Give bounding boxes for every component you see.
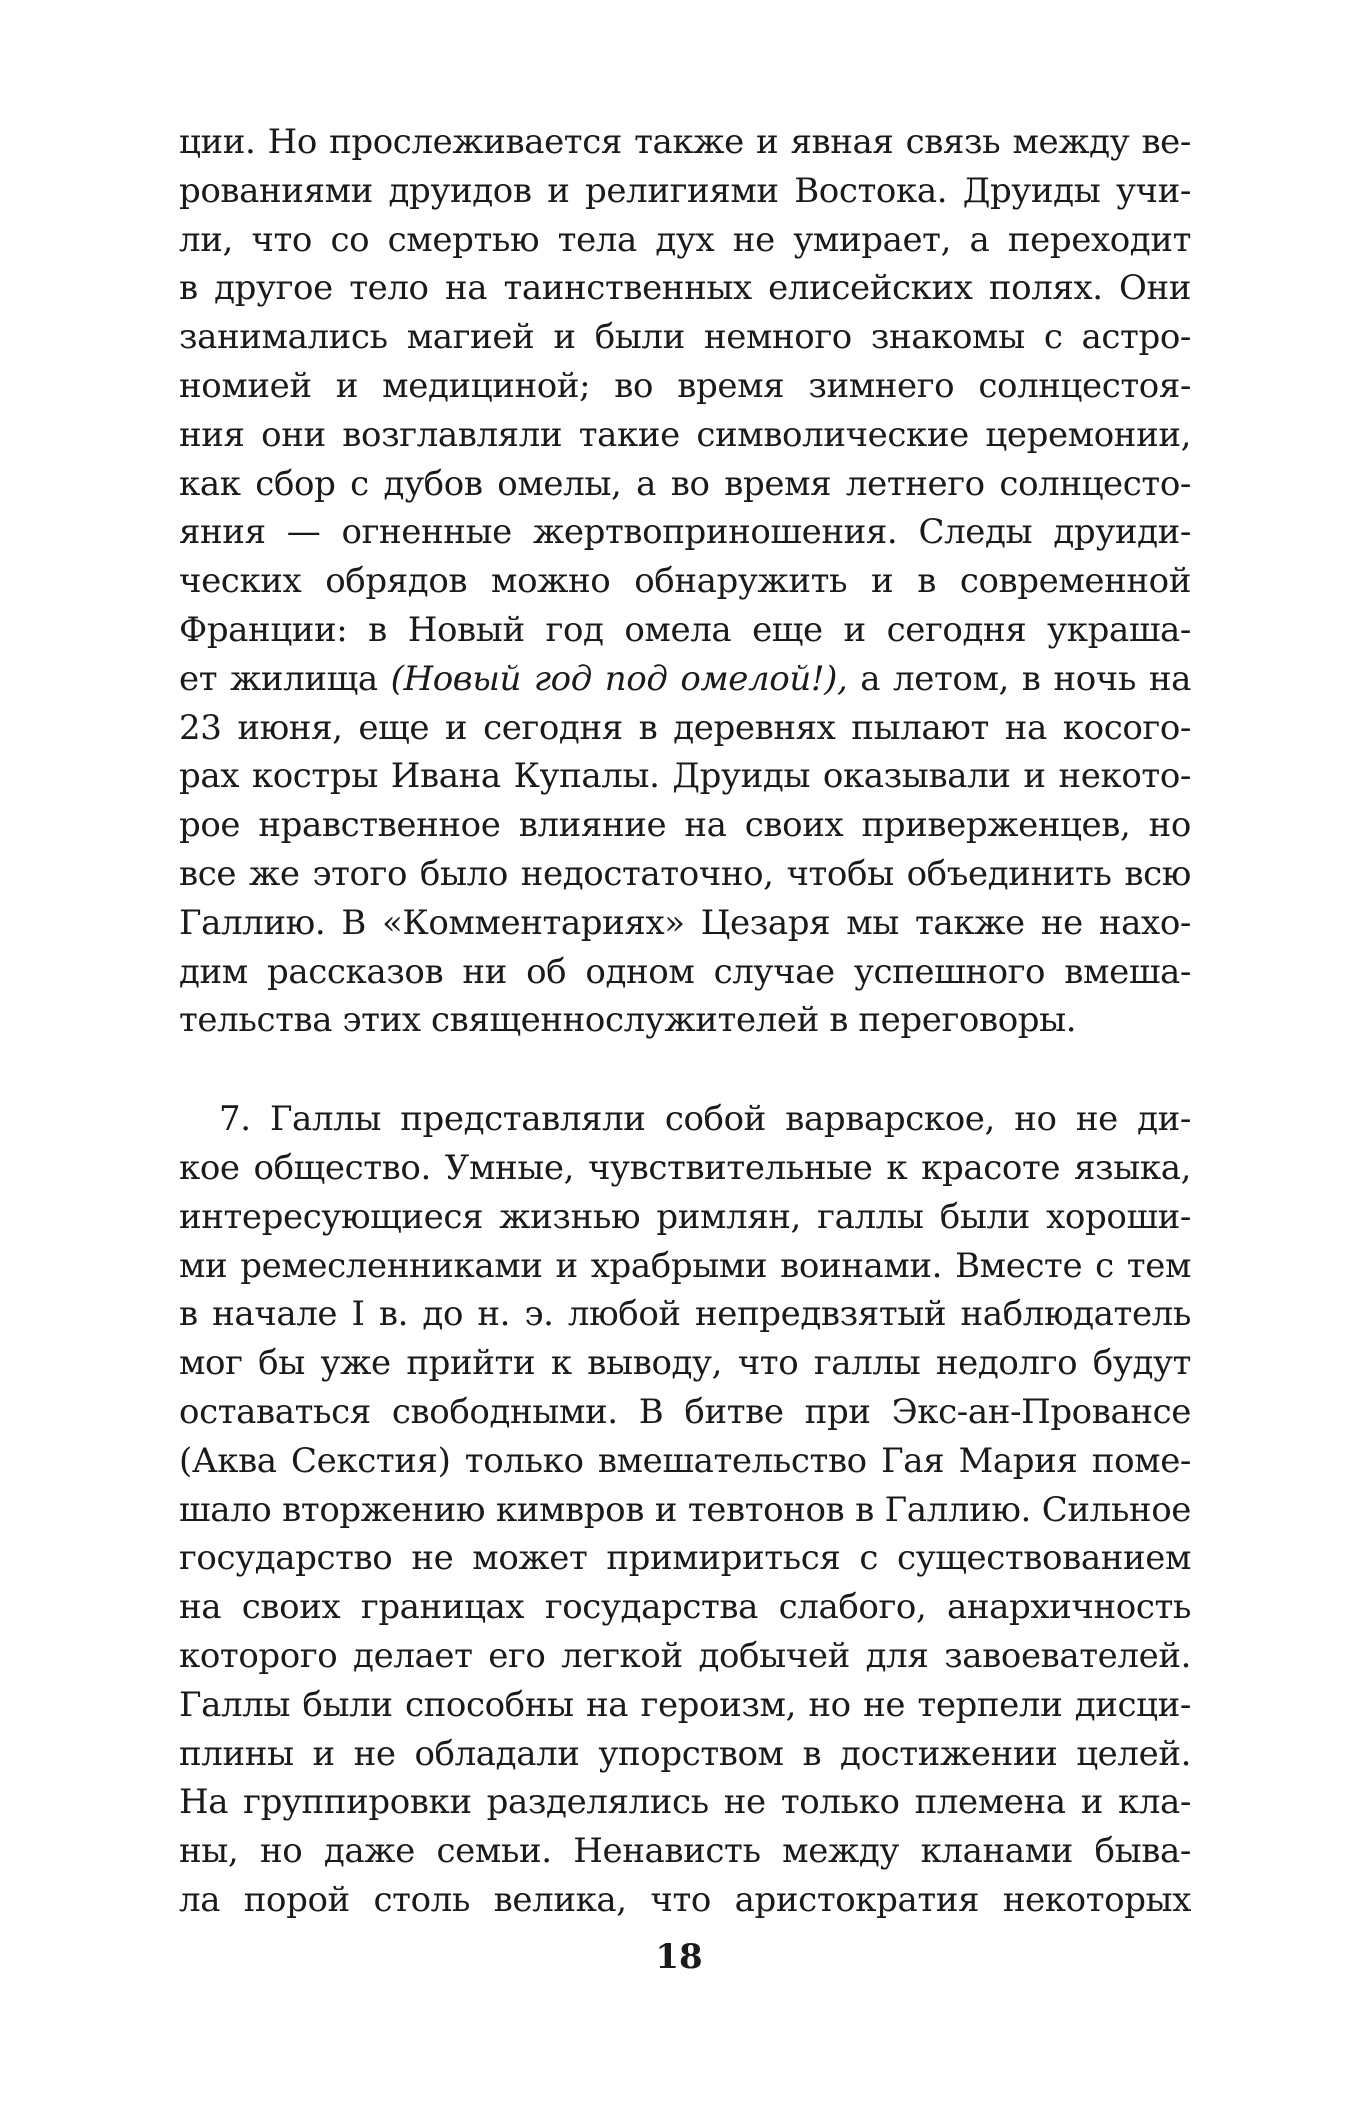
text-line: Франции: в Новый год омела еще и сегодня украша- (179, 609, 1191, 650)
text-line: ла порой столь велика, что аристократия некоторых (179, 1879, 1191, 1920)
text-line: как сбор с дубов омелы, а во время летнего солнцесто- (179, 463, 1191, 504)
text-line: рах костры Ивана Купалы. Друиды оказывали и некото- (179, 756, 1191, 797)
line-segment: ет жилища (179, 658, 391, 699)
text-line: мог бы уже прийти к выводу, что галлы недолго будут (179, 1343, 1191, 1384)
text-line: в другое тело на таинственных елисейских полях. Они (179, 268, 1191, 309)
text-line: плины и не обладали упорством в достижении целей. (179, 1733, 1191, 1774)
text-line: кое общество. Умные, чувствительные к красоте языка, (179, 1147, 1191, 1188)
text-line: 7. Галлы представляли собой варварское, но не ди- (219, 1099, 1191, 1140)
text-line: Галлы были способны на героизм, но не терпели дисци- (179, 1684, 1191, 1725)
text-line: которого делает его легкой добычей для завоевателей. (179, 1635, 1191, 1676)
text-line: шало вторжению кимвров и тевтонов в Галлию. Сильное (179, 1489, 1191, 1530)
text-line: ции. Но прослеживается также и явная связь между ве- (179, 122, 1191, 162)
text-line: государство не может примириться с существованием (179, 1538, 1191, 1579)
text-line: рое нравственное влияние на своих приверженцев, но (179, 805, 1191, 846)
paragraph-gap (179, 1045, 1191, 1095)
text-line: рованиями друидов и религиями Востока. Друиды учи- (179, 170, 1191, 211)
page-number: 18 (655, 1937, 703, 1977)
text-line: номией и медициной; во время зимнего солнцестоя- (179, 365, 1191, 406)
text-line: Галлию. В «Комментариях» Цезаря мы также не нахо- (179, 902, 1191, 943)
page-body (179, 118, 1191, 1925)
paragraph-1 (179, 118, 1191, 1045)
text-line: на своих границах государства слабого, анархичность (179, 1587, 1191, 1628)
text-line: ли, что со смертью тела дух не умирает, а переходит (179, 219, 1191, 260)
text-line: ческих обрядов можно обнаружить и в современной (179, 561, 1191, 602)
text-line: тельства этих священнослужителей в переговоры. (179, 1000, 1077, 1041)
text-line: в начале I в. до н. э. любой непредвзятый наблюдатель (179, 1294, 1191, 1335)
line-segment: а летом, в ночь на (847, 658, 1192, 699)
text-line: все же этого было недостаточно, чтобы объединить всю (179, 853, 1191, 894)
text-line: оставаться свободными. В битве при Экс-ан-Провансе (179, 1391, 1191, 1432)
text-line: интересующиеся жизнью римлян, галлы были хороши- (179, 1196, 1191, 1237)
text-line: ния они возглавляли такие символические церемонии, (179, 414, 1191, 455)
text-line-with-italic (179, 655, 1191, 704)
italic-remark: (Новый год под омелой!), (390, 658, 848, 699)
text-line: занимались магией и были немного знакомы с астро- (179, 317, 1191, 358)
text-line: 23 июня, еще и сегодня в деревнях пылают на косого- (179, 707, 1191, 748)
text-line: дим рассказов ни об одном случае успешного вмеша- (179, 951, 1191, 992)
text-line: (Аква Секстия) только вмешательство Гая Мария поме- (179, 1440, 1191, 1481)
text-line: яния — огненные жертвоприношения. Следы друиди- (179, 512, 1191, 553)
text-line: ны, но даже семьи. Ненависть между кланами быва- (179, 1831, 1191, 1872)
paragraph-2 (179, 1095, 1191, 1925)
text-line: ми ремесленниками и храбрыми воинами. Вместе с тем (179, 1245, 1191, 1286)
text-line: На группировки разделялись не только племена и кла- (179, 1782, 1191, 1823)
